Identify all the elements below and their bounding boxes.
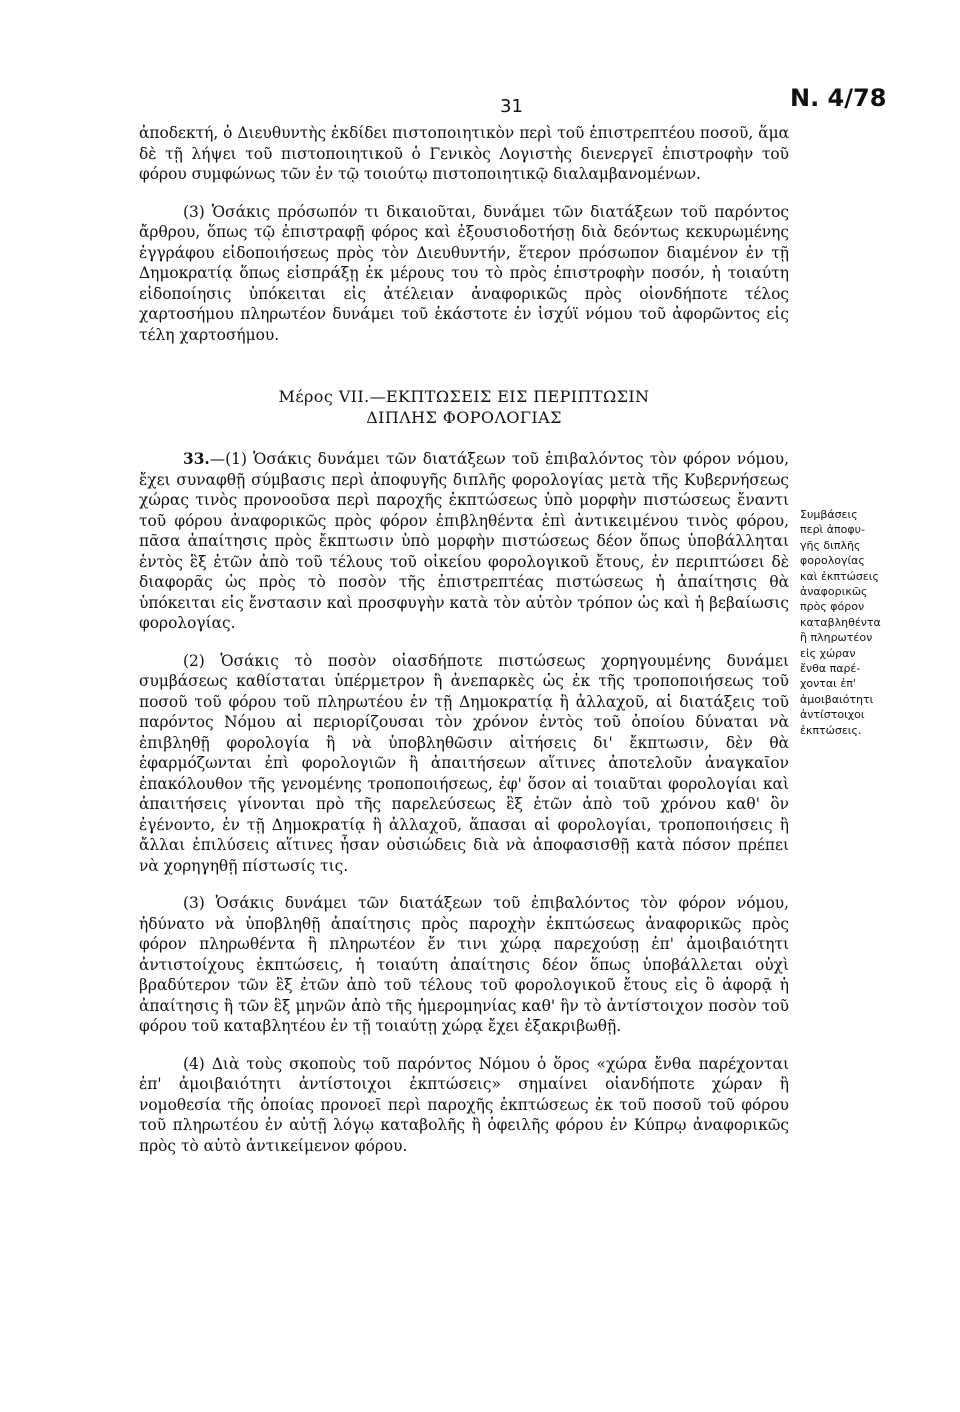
marginal-note-line: Συμβάσεις (800, 508, 858, 521)
marginal-note-line: ἢ πληρωτέον (800, 631, 873, 645)
marginal-note-line: ἔνθα παρέ- (800, 662, 861, 676)
marginal-note-line: ἀναφορικῶς (800, 585, 868, 599)
section-33-subsection-1-text: —(1) Ὁσάκις δυνάμει τῶν διατάξεων τοῦ ἐπιβαλόντος τὸν φόρον νόμου, ἔχει συναφθῇ σύμβασις περὶ ἀποφυγῆς διπλῆς φορολογίας μετὰ τῆς Κυβερνήσεως χώρας τινὸς προνοοῦσα περὶ παροχῆς ἐκπτώσεως ὑπὸ μορφὴν πιστώσεως ἔναντι τοῦ φόρου ἀναφορικῶς πρὸς φόρον ἐπιβληθέντα ἐπὶ ἀντικειμένου τινὸς φόρου, πᾶσα ἀπαίτησις πρὸς ἔκπτωσιν ὑπὸ μορφὴν πιστώσεως δέον ὅπως ὑποβάλληται ἐντὸς ἓξ ἐτῶν ἀπὸ τοῦ τέλους τοῦ οἰκείου φορολογικοῦ ἔτους, ἐν περιπτώσει δὲ διαφορᾶς ὡς πρὸς τὸ ποσὸν τῆς ἐπιστρεπτέας πιστώσεως ἡ ἀπαίτησις θὰ ὑπόκειται εἰς ἔνστασιν καὶ προσφυγὴν κατὰ τὸν αὐτὸν τρόπον ὡς καὶ ἡ βεβαίωσις φορολογίας. (139, 450, 789, 632)
marginal-note-line: πρὸς φόρον (800, 600, 865, 614)
marginal-note (800, 507, 895, 738)
body-text (139, 123, 789, 1173)
section-33-subsection-4: (4) Διὰ τοὺς σκοποὺς τοῦ παρόντος Νόμου ὁ ὅρος «χώρα ἔνθα παρέχονται ἐπ' ἀμοιβαιότητι ἀντίστοιχοι ἐκπτώσεις» σημαίνει οἱανδήποτε χώραν ἢ νομοθεσία τῆς ὁποίας προνοεῖ περὶ παροχῆς ἐκπτώσεως ἐκ τοῦ ποσοῦ τοῦ φόρου τοῦ πληρωτέου ἐν αὐτῇ λόγῳ καταβολῆς ἢ ὀφειλῆς φόρου ἐν Κύπρῳ ἀναφορικῶς πρὸς τὸ αὐτὸ ἀντικείμενον φόρου. (139, 1054, 789, 1155)
marginal-note-line: γῆς διπλῆς (800, 538, 861, 552)
part-heading (139, 387, 789, 428)
marginal-note-line: εἰς χώραν (800, 646, 856, 660)
page-number: 31 (500, 96, 523, 117)
part-heading-line2: ΔΙΠΛΗΣ ΦΟΡΟΛΟΓΙΑΣ (366, 407, 562, 427)
section-number: 33. (183, 450, 210, 468)
gazette-reference: Ν. 4/78 (790, 84, 887, 112)
marginal-note-line: χονται ἐπ' (800, 677, 856, 691)
marginal-note-line: καταβληθέντα (800, 615, 881, 629)
marginal-note-line: ἀντίστοιχοι (800, 708, 865, 722)
marginal-note-line: φορολογίας (800, 554, 865, 568)
part-heading-line1: Μέρος VII.—ΕΚΠΤΩΣΕΙΣ ΕΙΣ ΠΕΡΙΠΤΩΣΙΝ (278, 387, 650, 406)
section-33-subsection-1 (139, 449, 789, 634)
marginal-note-line: ἀμοιβαιότητι (800, 692, 874, 706)
marginal-note-line: ἐκπτώσεις. (800, 723, 862, 737)
section-33-subsection-3: (3) Ὁσάκις δυνάμει τῶν διατάξεων τοῦ ἐπιβαλόντος τὸν φόρον νόμου, ἠδύνατο νὰ ὑποβληθῇ ἀπαίτησις πρὸς παροχὴν ἐκπτώσεως ἀναφορικῶς πρὸς φόρον πληρωθέντα ἢ πληρωτέον ἔν τινι χώρᾳ παρεχούσῃ ἐπ' ἀμοιβαιότητι ἀντιστοίχους ἐκπτώσεις, ἡ τοιαύτη ἀπαίτησις δέον ὅπως ὑποβάλλεται οὐχὶ βραδύτερον τῶν ἓξ ἐτῶν ἀπὸ τοῦ τέλους τοῦ φορολογικοῦ ἔτους εἰς ὃ ἀφορᾷ ἡ ἀπαίτησις ἢ τῶν ἓξ μηνῶν ἀπὸ τῆς ἡμερομηνίας καθ' ἣν τὸ ἀντίστοιχον ποσὸν τοῦ φόρου τοῦ καταβλητέου ἐν τῇ τοιαύτῃ χώρᾳ ἔχει ἐξακριβωθῇ. (139, 894, 789, 1035)
marginal-note-line: καὶ ἐκπτώσεις (800, 569, 879, 583)
paragraph-continuation: ἀποδεκτή, ὁ Διευθυντὴς ἐκδίδει πιστοποιητικὸν περὶ τοῦ ἐπιστρεπτέου ποσοῦ, ἅμα δὲ τῇ λήψει τοῦ πιστοποιητικοῦ ὁ Γενικὸς Λογιστὴς διενεργεῖ ἐπιστροφὴν τοῦ φόρου συμφώνως τῶν ἐν τῷ τοιούτῳ πιστοποιητικῷ διαλαμβανομένων. (139, 124, 789, 183)
marginal-note-line: περὶ ἀποφυ- (800, 523, 865, 537)
paragraph-subsection-3: (3) Ὁσάκις πρόσωπόν τι δικαιοῦται, δυνάμει τῶν διατάξεων τοῦ παρόντος ἄρθρου, ὅπως τῷ ἐπιστραφῇ φόρος καὶ ἐξουσιοδοτήσῃ διὰ δεόντως κεκυρωμένης ἐγγράφου εἰδοποιήσεως πρὸς τὸν Διευθυντήν, ἕτερον πρόσωπον διαμένον ἐν τῇ Δημοκρατίᾳ ὅπως εἰσπράξῃ ἐκ μέρους του τὸ πρὸς ἐπιστροφὴν ποσόν, ἡ τοιαύτη εἰδοποίησις ὑπόκειται εἰς ἀτέλειαν ἀναφορικῶς πρὸς οἱονδήποτε τέλος χαρτοσήμου πληρωτέον δυνάμει τοῦ ἑκάστοτε ἐν ἰσχύϊ νόμου τοῦ ἀφορῶντος εἰς τέλη χαρτοσήμου. (139, 202, 789, 344)
section-33-subsection-2: (2) Ὁσάκις τὸ ποσὸν οἱασδήποτε πιστώσεως χορηγουμένης δυνάμει συμβάσεως καθίσταται ὑπέρμετρον ἢ ἀνεπαρκὲς ὡς ἐκ τῆς τροποποιήσεως τοῦ ποσοῦ τοῦ φόρου τοῦ πληρωτέου ἐν τῇ Δημοκρατίᾳ ἢ ἀλλαχοῦ, αἱ διατάξεις τοῦ παρόντος Νόμου αἱ περιορίζουσαι τὸν χρόνον ἐντὸς τοῦ ὁποίου δύναται νὰ ἐπιβληθῇ φορολογία ἢ νὰ ὑποβληθῶσιν αἰτήσεις δι' ἔκπτωσιν, δὲν θὰ ἐφαρμόζωνται ἐπὶ φορολογιῶν ἢ ἀπαιτήσεων αἵτινες ἀποτελοῦν ἀναγκαῖον ἐπακόλουθον τῆς γενομένης τροποποιήσεως, ἐφ' ὅσον αἱ τοιαῦται φορολογίαι καὶ ἀπαιτήσεις γίνονται πρὸ τῆς παρελεύσεως ἓξ ἐτῶν ἀπὸ τοῦ χρόνου καθ' ὃν ἐγένοντο, ἐν τῇ Δημοκρατίᾳ ἢ ἀλλαχοῦ, ἅπασαι αἱ φορολογίαι, τροποποιήσεις ἢ ἄλλαι ἐπιλύσεις αἵτινες ἦσαν οὐσιώδεις διὰ νὰ ἀποφασισθῇ κατὰ πόσον πρέπει νὰ χορηγηθῇ πίστωσίς τις. (139, 651, 789, 875)
